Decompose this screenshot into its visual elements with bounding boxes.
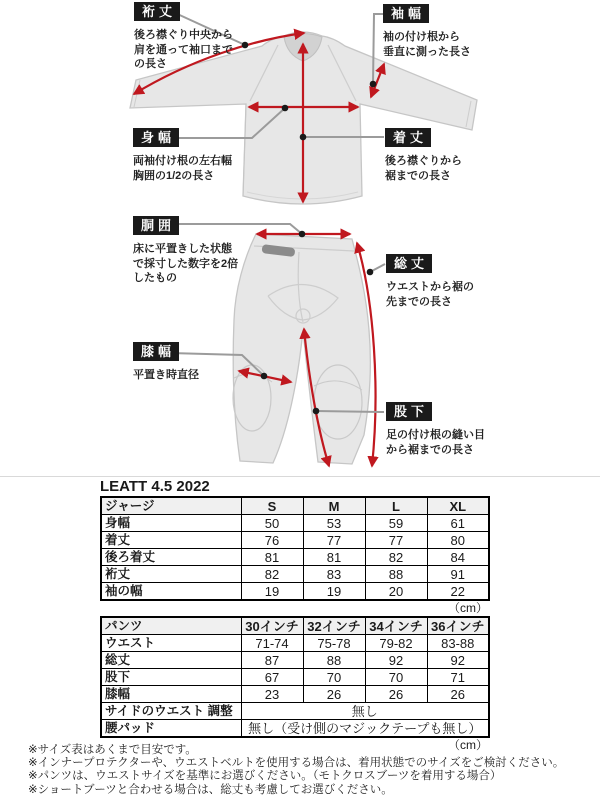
size-value: 83-88 [427, 635, 489, 652]
measure-row-label: 着丈 [101, 532, 241, 549]
size-value: 70 [365, 669, 427, 686]
label-inseam [386, 402, 526, 457]
measure-row-label: 総丈 [101, 652, 241, 669]
column-header: 32インチ [303, 617, 365, 635]
column-header: S [241, 497, 303, 515]
table-row [101, 583, 489, 601]
table-row [101, 720, 489, 738]
size-value: 79-82 [365, 635, 427, 652]
measure-row-label: 後ろ着丈 [101, 549, 241, 566]
size-value: 71-74 [241, 635, 303, 652]
size-value: 81 [303, 549, 365, 566]
pants-size-table [100, 616, 490, 738]
table-header-row [101, 617, 489, 635]
measure-desc: 袖の付け根から 垂直に測った長さ [383, 31, 471, 58]
column-header: M [303, 497, 365, 515]
size-value: 22 [427, 583, 489, 601]
size-value: 53 [303, 515, 365, 532]
table-row [101, 635, 489, 652]
measure-row-label: サイドのウエスト 調整 [101, 703, 241, 720]
size-value: 87 [241, 652, 303, 669]
measure-tag: 膝幅 [133, 342, 179, 361]
measure-tag: 袖幅 [383, 4, 429, 23]
size-value: 77 [303, 532, 365, 549]
product-title: LEATT 4.5 2022 [100, 478, 210, 495]
jersey-size-table [100, 496, 490, 601]
measure-desc: 平置き時直径 [133, 369, 199, 381]
table-row [101, 566, 489, 583]
size-value: 88 [303, 652, 365, 669]
note-line: ※インナープロテクターや、ウエストベルトを使用する場合は、着用状態でのサイズをご検討ください。 [28, 757, 565, 770]
label-body-width [133, 128, 273, 183]
size-value: 50 [241, 515, 303, 532]
unit-label: （cm） [448, 601, 488, 615]
measure-desc: 両袖付け根の左右幅 胸囲の1/2の長さ [133, 155, 232, 182]
label-knee-width [133, 342, 273, 383]
size-value: 83 [303, 566, 365, 583]
size-value: 19 [241, 583, 303, 601]
column-header: 30インチ [241, 617, 303, 635]
note-line: ※ショートブーツと合わせる場合は、総丈も考慮してお選びください。 [28, 783, 393, 796]
table-row [101, 703, 489, 720]
measure-tag: 裄丈 [134, 2, 180, 21]
size-value: 23 [241, 686, 303, 703]
column-header: 36インチ [427, 617, 489, 635]
size-value: 70 [303, 669, 365, 686]
size-value: 75-78 [303, 635, 365, 652]
column-header: パンツ [101, 617, 241, 635]
table-row [101, 515, 489, 532]
column-header: XL [427, 497, 489, 515]
size-value: 26 [365, 686, 427, 703]
footnotes [28, 744, 598, 797]
measure-desc: 足の付け根の縫い目 から裾までの長さ [386, 429, 485, 456]
size-value: 26 [427, 686, 489, 703]
table-row [101, 686, 489, 703]
measure-tag: 身幅 [133, 128, 179, 147]
measure-desc: 後ろ襟ぐり中央から 肩を通って袖口まで の長さ [134, 29, 233, 70]
size-value: 81 [241, 549, 303, 566]
label-sleeve-width [383, 4, 523, 59]
size-value: 20 [365, 583, 427, 601]
size-value: 80 [427, 532, 489, 549]
measure-desc: 後ろ襟ぐりから 裾までの長さ [385, 155, 462, 182]
size-tables-section [100, 477, 492, 753]
size-value: 84 [427, 549, 489, 566]
size-value: 88 [365, 566, 427, 583]
table-row [101, 652, 489, 669]
size-value: 26 [303, 686, 365, 703]
table-header-row [101, 497, 489, 515]
measure-tag: 胴囲 [133, 216, 179, 235]
table-row [101, 532, 489, 549]
measure-row-label: 袖の幅 [101, 583, 241, 601]
label-body-length [385, 128, 525, 183]
size-value: 82 [241, 566, 303, 583]
column-header: ジャージ [101, 497, 241, 515]
span-value: 無し（受け側のマジックテープも無し） [241, 720, 489, 738]
table-row [101, 669, 489, 686]
size-value: 76 [241, 532, 303, 549]
size-value: 92 [365, 652, 427, 669]
unit-label: （cm） [448, 738, 488, 752]
measure-row-label: ウエスト [101, 635, 241, 652]
size-value: 59 [365, 515, 427, 532]
measure-desc: ウエストから裾の 先までの長さ [386, 281, 474, 308]
column-header: L [365, 497, 427, 515]
label-sleeve-length [134, 2, 274, 72]
size-value: 82 [365, 549, 427, 566]
size-value: 92 [427, 652, 489, 669]
label-waist-girth [133, 216, 273, 286]
measure-tag: 着丈 [385, 128, 431, 147]
label-total-length [386, 254, 526, 309]
size-value: 61 [427, 515, 489, 532]
measure-row-label: 身幅 [101, 515, 241, 532]
note-line: ※パンツは、ウエストサイズを基準にお選びください。（モトクロスブーツを着用する場合） [28, 770, 502, 783]
size-value: 67 [241, 669, 303, 686]
column-header: 34インチ [365, 617, 427, 635]
size-value: 19 [303, 583, 365, 601]
size-value: 91 [427, 566, 489, 583]
measure-desc: 床に平置きした状態 で採寸した数字を2倍 したもの [133, 243, 239, 284]
measure-row-label: 股下 [101, 669, 241, 686]
table-row [101, 549, 489, 566]
span-value: 無し [241, 703, 489, 720]
size-value: 71 [427, 669, 489, 686]
size-value: 77 [365, 532, 427, 549]
measure-row-label: 裄丈 [101, 566, 241, 583]
measure-tag: 股下 [386, 402, 432, 421]
measure-row-label: 膝幅 [101, 686, 241, 703]
measure-tag: 総丈 [386, 254, 432, 273]
measure-row-label: 腰パッド [101, 720, 241, 738]
note-line: ※サイズ表はあくまで目安です。 [28, 744, 197, 756]
